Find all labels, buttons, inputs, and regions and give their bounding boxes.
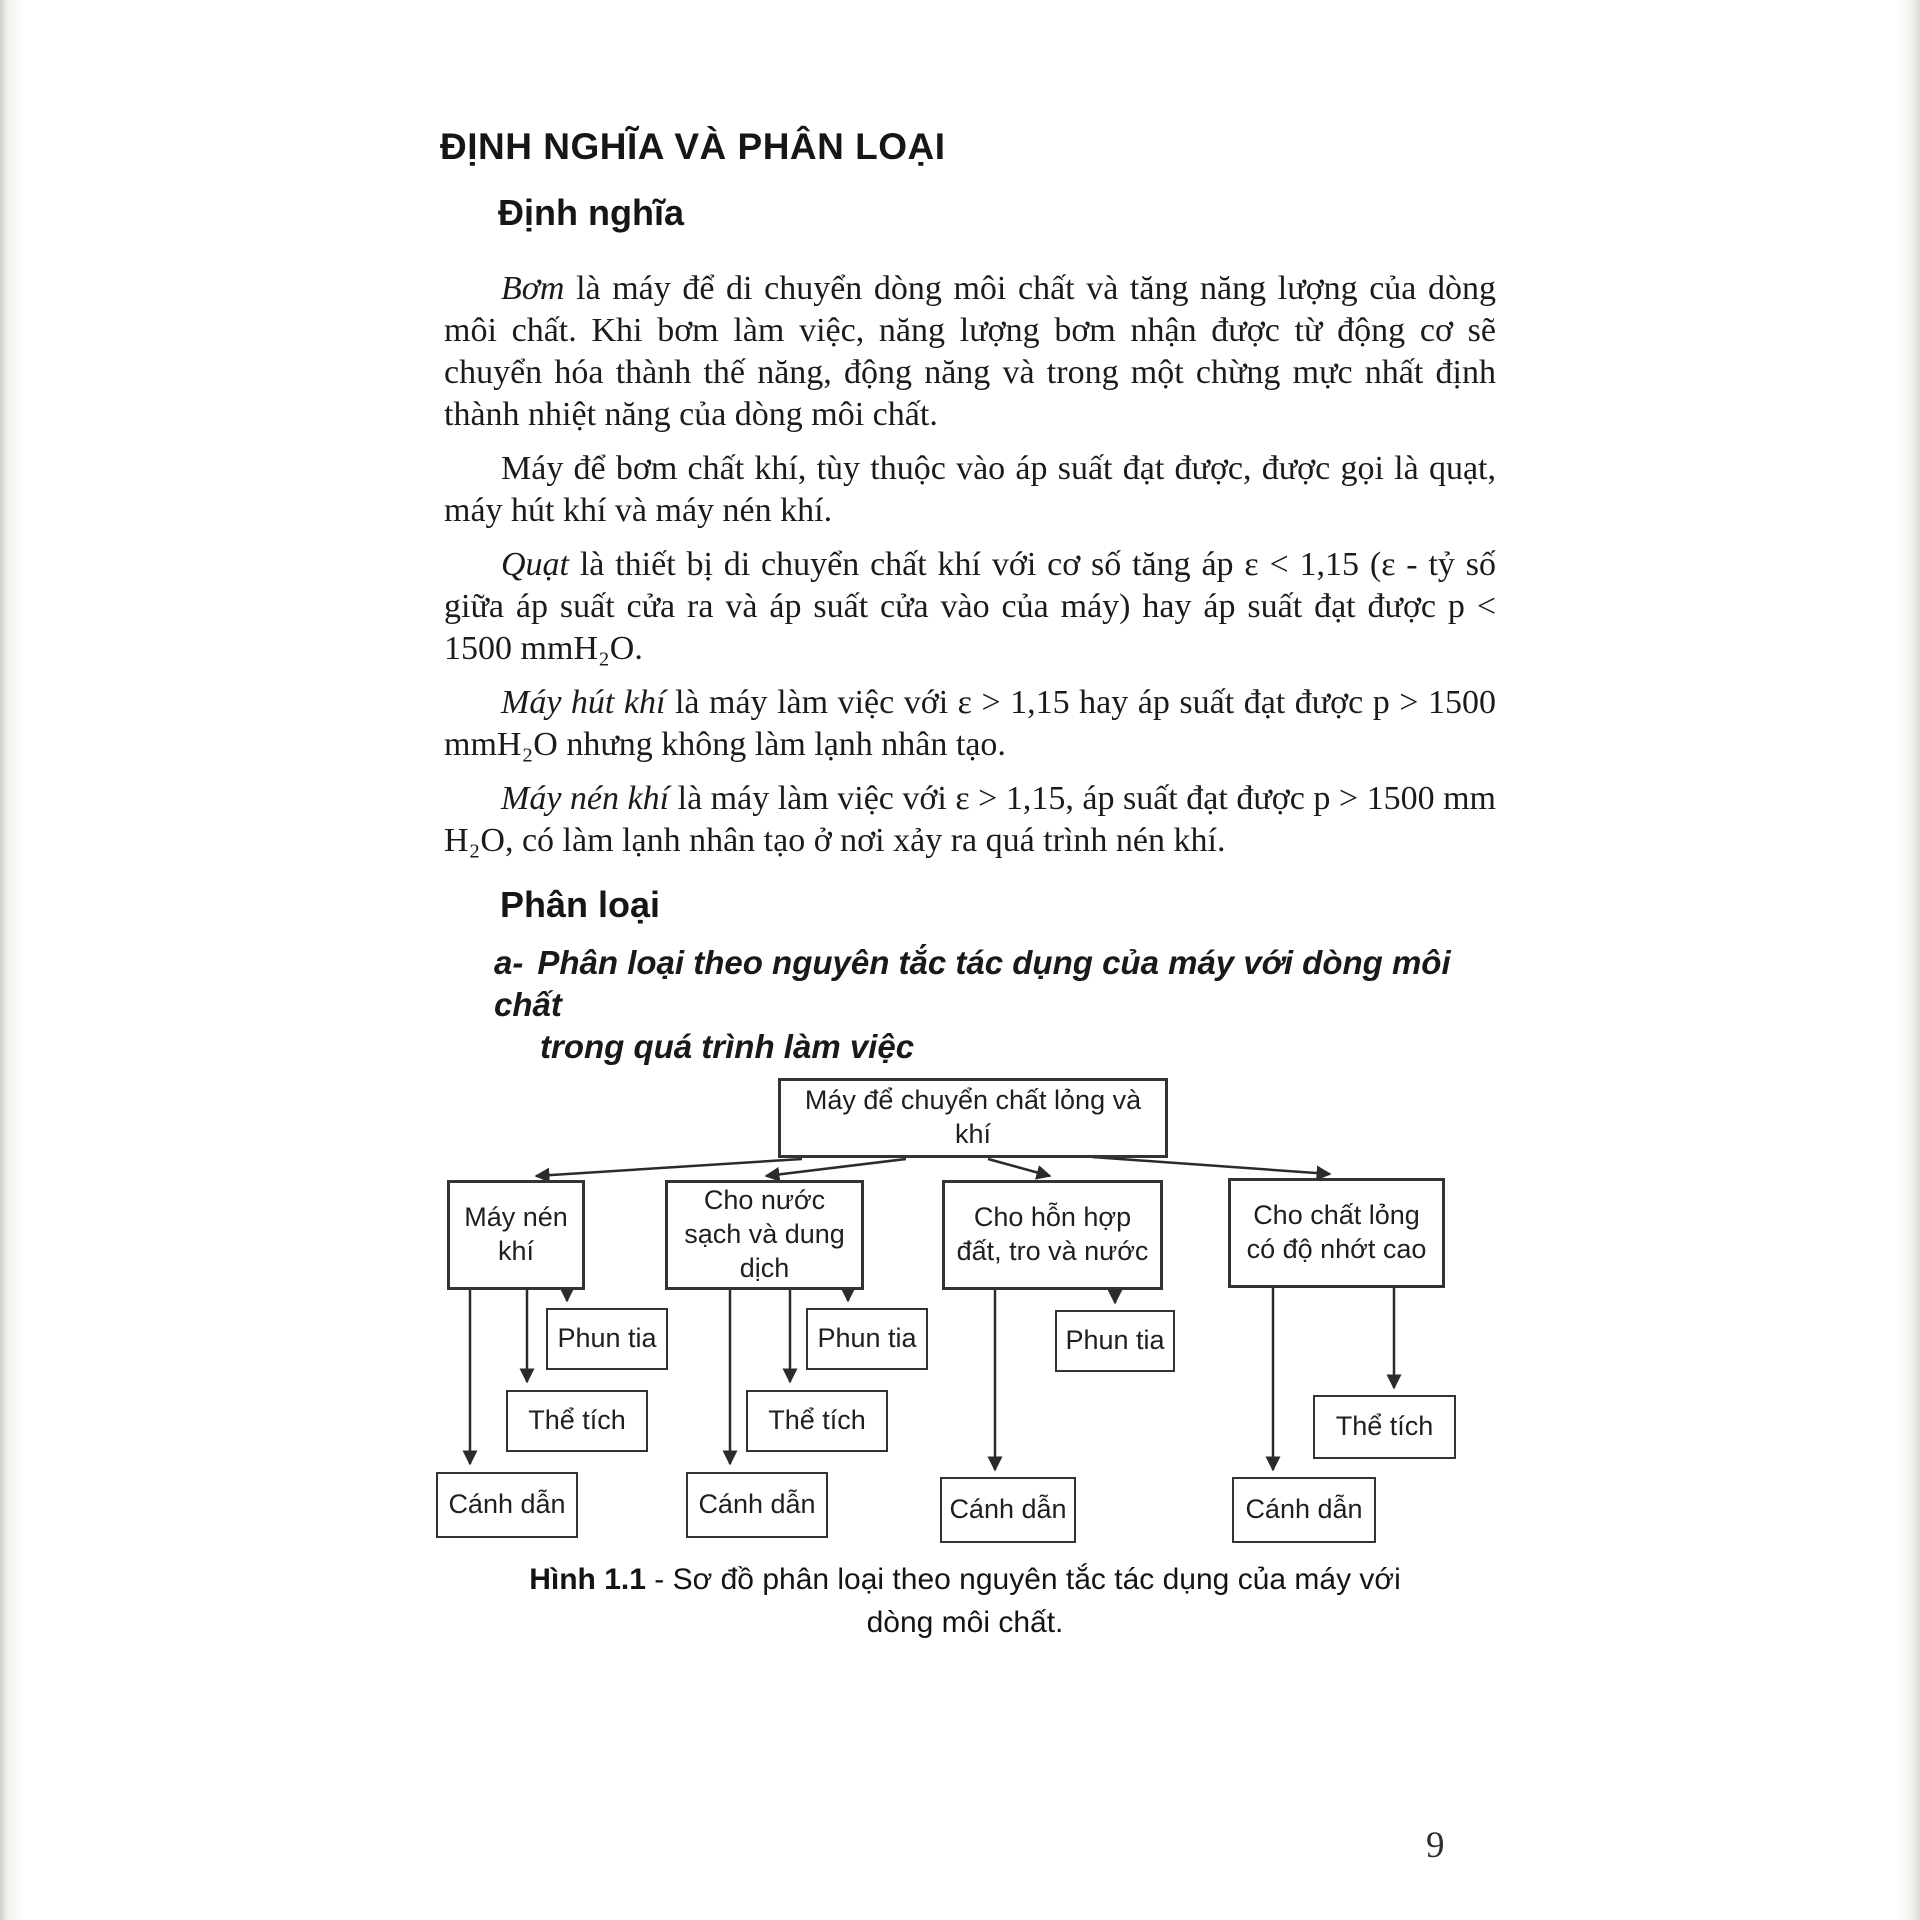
node-branch-1-canh-dan: Cánh dẫn bbox=[436, 1472, 578, 1538]
paragraph-may-hut-khi bbox=[444, 682, 1496, 766]
node-branch-1: Máy nén khí bbox=[447, 1180, 585, 1290]
connector-root-to-branch-2 bbox=[766, 1159, 906, 1176]
connector-root-to-branch-4 bbox=[1092, 1157, 1330, 1174]
classification-item-a bbox=[494, 942, 1496, 1068]
item-a-marker: a- bbox=[494, 944, 524, 981]
node-branch-1-phun-tia: Phun tia bbox=[546, 1308, 668, 1370]
node-branch-4-the-tich: Thể tích bbox=[1313, 1395, 1456, 1459]
paragraph-may-bom-khi bbox=[444, 448, 1496, 532]
caption-figure-label: Hình 1.1 bbox=[529, 1563, 646, 1596]
classification-item-a-line1 bbox=[494, 942, 1496, 1026]
paragraph-may-bom-khi-text: Máy để bơm chất khí, tùy thuộc vào áp suất đạt được, được gọi là quạt, máy hút khí và máy nén khí. bbox=[444, 450, 1496, 529]
paragraph-may-nen-khi-lead: Máy nén khí bbox=[501, 780, 670, 817]
figure-caption bbox=[450, 1560, 1480, 1642]
connector-root-to-branch-1 bbox=[536, 1159, 802, 1176]
definition-heading: Định nghĩa bbox=[498, 192, 684, 233]
page-number: 9 bbox=[1426, 1825, 1445, 1866]
paragraph-may-hut-khi-lead: Máy hút khí bbox=[501, 684, 666, 721]
page-title: ĐỊNH NGHĨA VÀ PHÂN LOẠI bbox=[440, 126, 946, 167]
caption-figure-text: - Sơ đồ phân loại theo nguyên tắc tác dụng của máy với bbox=[645, 1563, 1401, 1596]
paragraph-bom bbox=[444, 268, 1496, 436]
node-branch-2-the-tich: Thể tích bbox=[746, 1390, 888, 1452]
classification-item-a-line2: trong quá trình làm việc bbox=[540, 1028, 915, 1065]
figure-caption-line2: dòng môi chất. bbox=[866, 1606, 1064, 1639]
node-root: Máy để chuyển chất lỏng và khí bbox=[778, 1078, 1168, 1158]
figure-caption-line1 bbox=[450, 1560, 1480, 1599]
node-branch-4-canh-dan: Cánh dẫn bbox=[1232, 1477, 1376, 1543]
node-branch-2: Cho nước sạch và dung dịch bbox=[665, 1180, 864, 1290]
paragraph-may-nen-khi bbox=[444, 778, 1496, 862]
node-branch-3-canh-dan: Cánh dẫn bbox=[940, 1477, 1076, 1543]
paragraph-may-hut-khi-text: là máy làm việc với ε > 1,15 hay áp suất đạt được p > 1500 mmH₂O nhưng không làm lạnh nhân tạo. bbox=[444, 684, 1496, 763]
paragraph-bom-lead: Bơm bbox=[501, 270, 565, 307]
paragraph-quat-lead: Quạt bbox=[501, 546, 569, 583]
node-branch-2-canh-dan: Cánh dẫn bbox=[686, 1472, 828, 1538]
classification-heading: Phân loại bbox=[500, 884, 661, 925]
paragraph-quat-text: là thiết bị di chuyển chất khí với cơ số tăng áp ε < 1,15 (ε - tỷ số giữa áp suất cửa ra và áp suất cửa vào của máy) hay áp suất đạt được p < 1500 mmH₂O. bbox=[444, 546, 1496, 667]
item-a-text: Phân loại theo nguyên tắc tác dụng của máy với dòng môi chất bbox=[494, 944, 1451, 1023]
node-branch-3-phun-tia: Phun tia bbox=[1055, 1310, 1175, 1372]
node-branch-3: Cho hỗn hợp đất, tro và nước bbox=[942, 1180, 1163, 1290]
definition-body bbox=[444, 268, 1496, 1068]
node-branch-4: Cho chất lỏng có độ nhớt cao bbox=[1228, 1178, 1445, 1288]
paragraph-quat bbox=[444, 544, 1496, 670]
paragraph-may-nen-khi-text: là máy làm việc với ε > 1,15, áp suất đạt được p > 1500 mm H₂O, có làm lạnh nhân tạo ở nơi xảy ra quá trình nén khí. bbox=[444, 780, 1496, 859]
node-branch-2-phun-tia: Phun tia bbox=[806, 1308, 928, 1370]
paragraph-bom-text: là máy để di chuyển dòng môi chất và tăng năng lượng của dòng môi chất. Khi bơm làm việc, năng lượng bơm nhận được từ động cơ sẽ chuyển hóa thành thế năng, động năng và trong một chừng mực nhất định thành nhiệt năng của dòng môi chất. bbox=[444, 270, 1496, 433]
node-branch-1-the-tich: Thể tích bbox=[506, 1390, 648, 1452]
connector-root-to-branch-3 bbox=[988, 1159, 1050, 1176]
